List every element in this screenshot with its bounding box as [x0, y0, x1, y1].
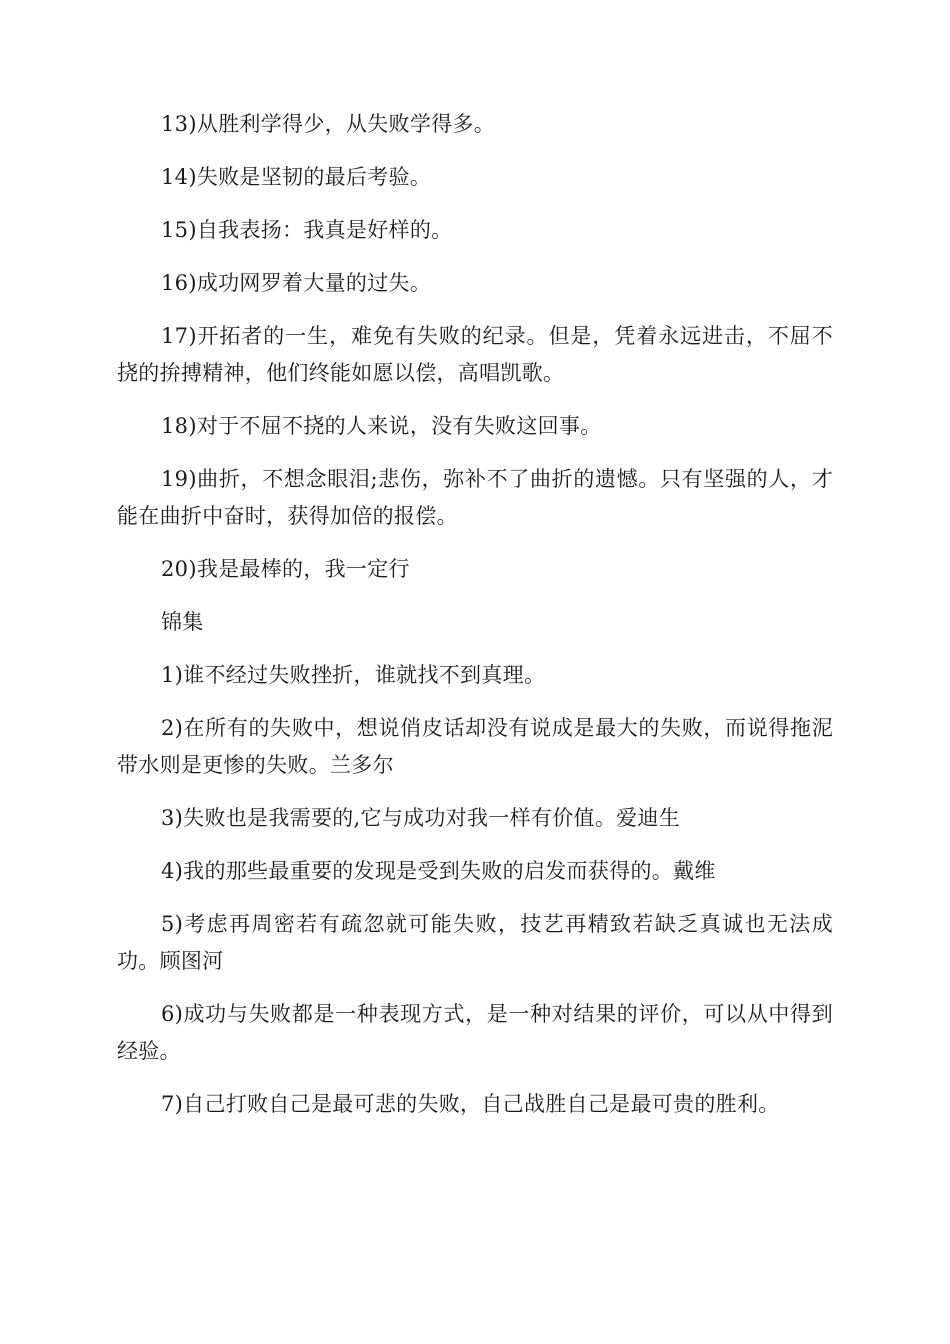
paragraph-19: 19)曲折，不想念眼泪;悲伤，弥补不了曲折的遗憾。只有坚强的人，才能在曲折中奋时，获得加倍的报偿。: [117, 467, 833, 528]
quote-6: 6)成功与失败都是一种表现方式，是一种对结果的评价，可以从中得到经验。: [117, 1002, 833, 1063]
paragraph-13: 13)从胜利学得少，从失败学得多。: [161, 112, 496, 136]
document-body: [117, 106, 833, 1139]
paragraph-18: 18)对于不屈不挠的人来说，没有失败这回事。: [161, 414, 602, 438]
paragraph-17: 17)开拓者的一生，难免有失败的纪录。但是，凭着永远进击，不屈不挠的拚搏精神，他们终能如愿以偿，高唱凯歌。: [117, 324, 833, 385]
quote-2: 2)在所有的失败中，想说俏皮话却没有说成是最大的失败，而说得拖泥带水则是更惨的失败。兰多尔: [117, 716, 833, 777]
paragraph-20: 20)我是最棒的，我一定行: [161, 557, 410, 581]
quote-1: 1)谁不经过失败挫折，谁就找不到真理。: [161, 663, 546, 687]
paragraph-15: 15)自我表扬：我真是好样的。: [161, 218, 453, 242]
paragraph-16: 16)成功网罗着大量的过失。: [161, 271, 432, 295]
quote-5: 5)考虑再周密若有疏忽就可能失败，技艺再精致若缺乏真诚也无法成功。顾图河: [117, 912, 833, 973]
quote-4: 4)我的那些最重要的发现是受到失败的启发而获得的。戴维: [161, 859, 716, 883]
section-heading-jinji: 锦集: [161, 610, 204, 634]
paragraph-14: 14)失败是坚韧的最后考验。: [161, 165, 432, 189]
quote-3: 3)失败也是我需要的,它与成功对我一样有价值。爱迪生: [161, 806, 681, 830]
quote-7: 7)自己打败自己是最可悲的失败，自己战胜自己是最可贵的胜利。: [161, 1092, 780, 1116]
